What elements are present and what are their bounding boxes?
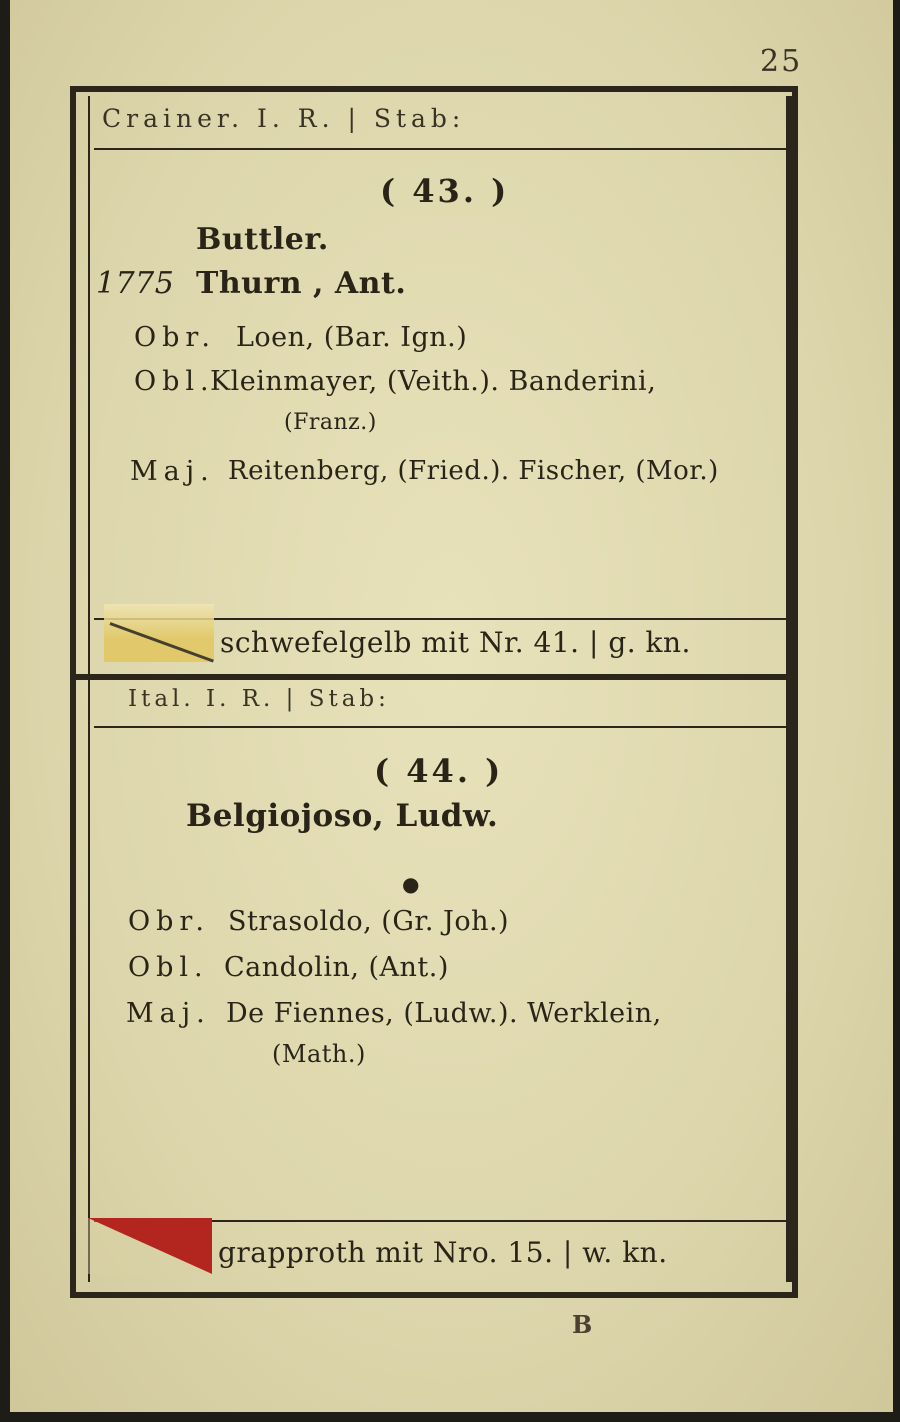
- page-edge-left: [0, 0, 10, 1422]
- regiment-owner-1: Buttler.: [196, 222, 329, 257]
- regiment-number-44: ( 44. ): [374, 752, 504, 790]
- maj-names-1: Reitenberg, (Fried.). Fischer, (Mor.): [228, 456, 719, 486]
- regiment-number-43: ( 43. ): [380, 172, 510, 210]
- uniform-facing-2: grapproth mit Nro. 15. | w. kn.: [218, 1236, 668, 1269]
- swatch-slash: [109, 622, 213, 662]
- regiment-owner-2: Belgiojoso, Ludw.: [186, 798, 499, 834]
- page-number: 25: [760, 44, 803, 79]
- maj-names-2-continued: (Math.): [272, 1040, 366, 1068]
- signature-mark: B: [572, 1310, 593, 1339]
- rank-obr-2: Obr.: [128, 906, 210, 937]
- rank-obl-2: Obl.: [128, 952, 209, 983]
- regiment-header-2: Ital. I. R. | Stab:: [128, 686, 390, 712]
- rank-maj-1: Maj.: [130, 456, 215, 487]
- page-edge-right: [893, 0, 900, 1422]
- obl-name-2: Candolin, (Ant.): [224, 952, 449, 983]
- facing-color-swatch-yellow: [104, 604, 214, 662]
- regiment-header-1: Crainer. I. R. | Stab:: [102, 104, 466, 133]
- obl-names-1: Kleinmayer, (Veith.). Banderini,: [210, 366, 657, 397]
- maj-names-2: De Fiennes, (Ludw.). Werklein,: [226, 998, 662, 1029]
- obl-names-1-continued: (Franz.): [284, 410, 377, 435]
- second-owner-year: 1775: [96, 266, 175, 301]
- obr-name-1: Loen, (Bar. Ign.): [236, 322, 468, 353]
- page-edge-bottom: [0, 1412, 900, 1422]
- second-owner-name: Thurn , Ant.: [196, 266, 407, 301]
- dot-mark: ●: [402, 872, 420, 896]
- uniform-facing-1: schwefelgelb mit Nr. 41. | g. kn.: [220, 626, 691, 659]
- section-divider: [76, 674, 792, 680]
- rank-obl-1: Obl.: [134, 366, 215, 397]
- header-rule-1: [94, 148, 790, 150]
- header-rule-2: [94, 726, 790, 728]
- rank-obr-1: Obr.: [134, 322, 216, 353]
- rank-maj-2: Maj.: [126, 998, 211, 1029]
- facing-color-swatch-red: [88, 1218, 212, 1274]
- obr-name-2: Strasoldo, (Gr. Joh.): [228, 906, 510, 937]
